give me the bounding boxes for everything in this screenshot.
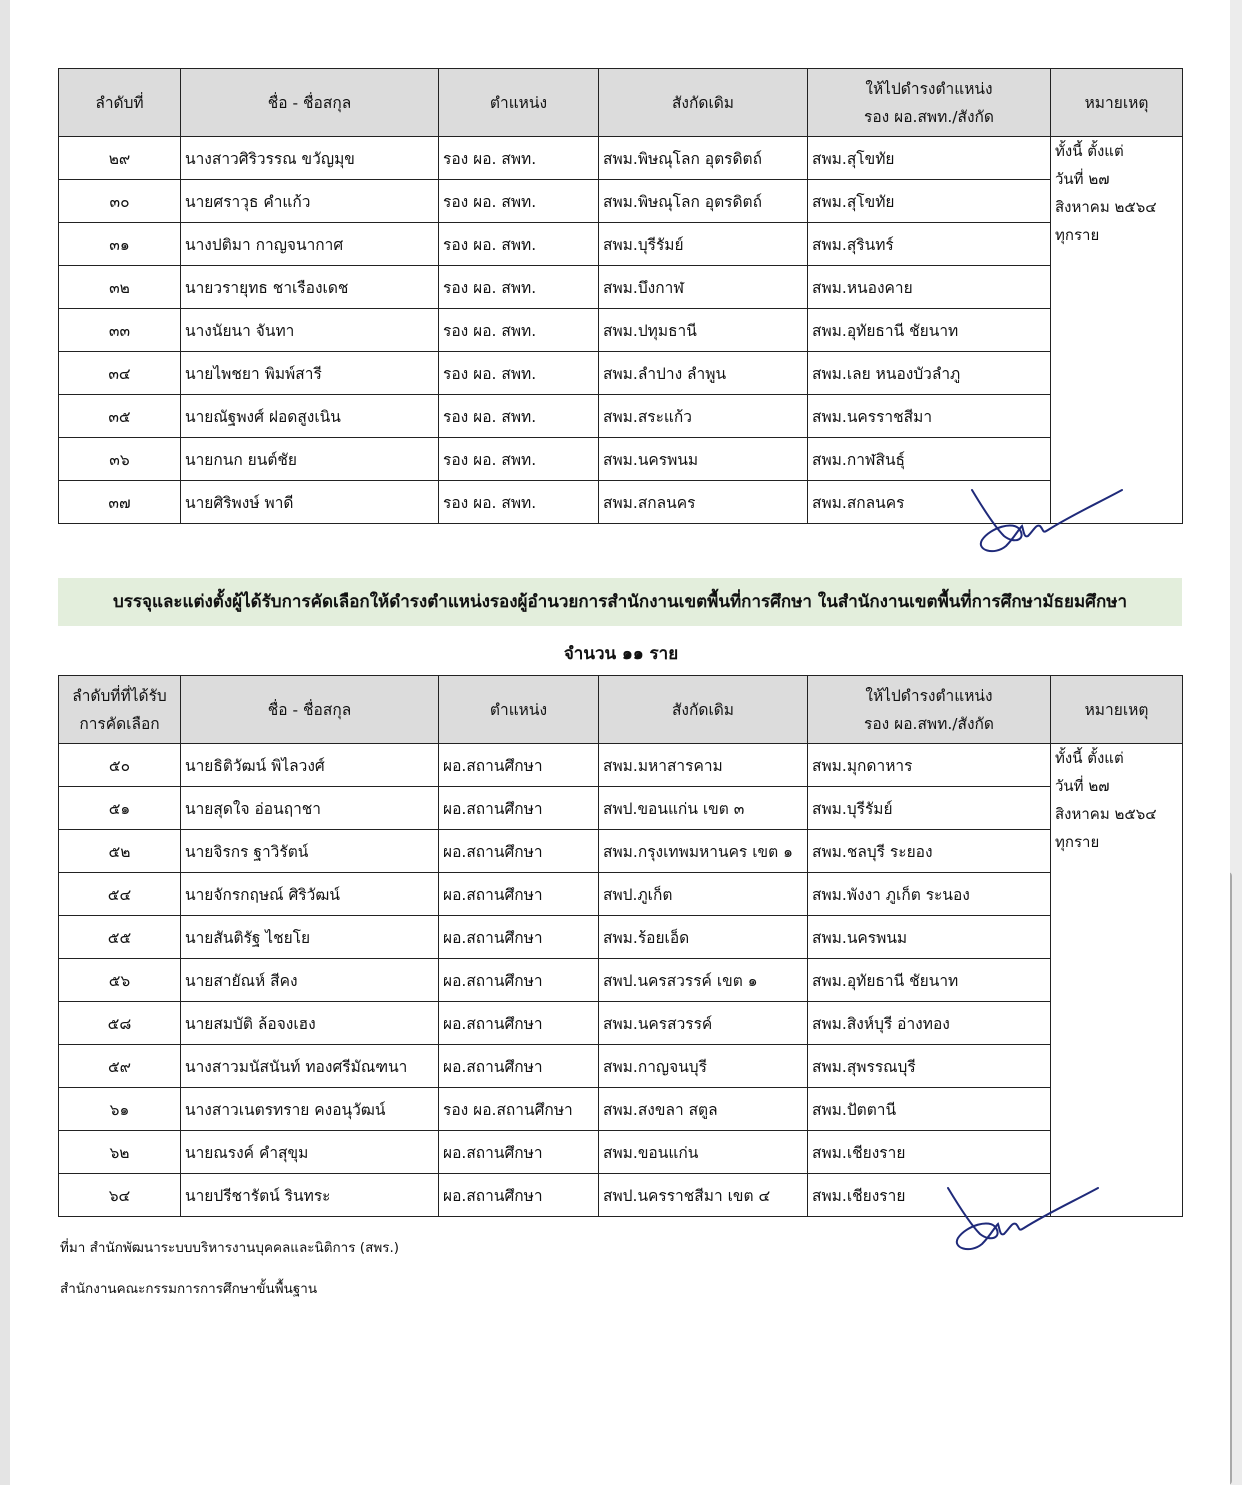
cell-origin: สพม.ปทุมธานี <box>599 309 808 352</box>
cell-no: ๓๔ <box>59 352 181 395</box>
note-line: ทุกราย <box>1055 833 1100 851</box>
signature-1 <box>960 484 1140 560</box>
cell-no: ๕๘ <box>59 1002 181 1045</box>
cell-target: สพม.สกลนคร <box>808 481 1051 524</box>
cell-name: นายณรงค์ คำสุขุม <box>181 1131 439 1174</box>
cell-origin: สพม.ขอนแก่น <box>599 1131 808 1174</box>
cell-origin: สพม.บึงกาฬ <box>599 266 808 309</box>
cell-position: รอง ผอ. สพท. <box>439 352 599 395</box>
cell-name: นางสาวศิริวรรณ ขวัญมุข <box>181 137 439 180</box>
table-row <box>59 352 1183 395</box>
table-row <box>59 1131 1183 1174</box>
cell-target: สพม.สิงห์บุรี อ่างทอง <box>808 1002 1051 1045</box>
header-no <box>59 676 181 744</box>
cell-target: สพม.พังงา ภูเก็ต ระนอง <box>808 873 1051 916</box>
footer-office: สำนักงานคณะกรรมการการศึกษาขั้นพื้นฐาน <box>60 1281 318 1297</box>
cell-no: ๓๑ <box>59 223 181 266</box>
cell-target: สพม.นครราชสีมา <box>808 395 1051 438</box>
cell-origin: สพป.นครราชสีมา เขต ๔ <box>599 1174 808 1217</box>
cell-no: ๕๐ <box>59 744 181 787</box>
cell-target: สพม.นครพนม <box>808 916 1051 959</box>
header-note: หมายเหตุ <box>1051 69 1183 137</box>
cell-target: สพม.ปัตตานี <box>808 1088 1051 1131</box>
note-line: วันที่ ๒๗ <box>1055 170 1110 188</box>
cell-target: สพม.อุทัยธานี ชัยนาท <box>808 959 1051 1002</box>
cell-origin: สพม.ร้อยเอ็ด <box>599 916 808 959</box>
cell-target: สพม.อุทัยธานี ชัยนาท <box>808 309 1051 352</box>
note-line: ทั้งนี้ ตั้งแต่ <box>1055 142 1124 160</box>
cell-target: สพม.กาฬสินธุ์ <box>808 438 1051 481</box>
cell-origin: สพม.พิษณุโลก อุตรดิตถ์ <box>599 180 808 223</box>
header-target <box>808 676 1051 744</box>
cell-name: นายปรีชารัตน์ รินทระ <box>181 1174 439 1217</box>
cell-position: ผอ.สถานศึกษา <box>439 1045 599 1088</box>
cell-no: ๖๔ <box>59 1174 181 1217</box>
cell-no: ๖๒ <box>59 1131 181 1174</box>
cell-no: ๕๑ <box>59 787 181 830</box>
cell-position: รอง ผอ. สพท. <box>439 438 599 481</box>
cell-target: สพม.สุพรรณบุรี <box>808 1045 1051 1088</box>
note-line: สิงหาคม ๒๕๖๔ <box>1055 805 1157 823</box>
cell-no: ๓๒ <box>59 266 181 309</box>
cell-origin: สพป.ขอนแก่น เขต ๓ <box>599 787 808 830</box>
note-line: ทั้งนี้ ตั้งแต่ <box>1055 749 1124 767</box>
section-banner: บรรจุและแต่งตั้งผู้ได้รับการคัดเลือกให้ดำรงตำแหน่งรองผู้อำนวยการสำนักงานเขตพื้นที่การศึกษา ในสำนักงานเขตพื้นที่การศึกษามัธยมศึกษา <box>58 578 1182 626</box>
table-row <box>59 438 1183 481</box>
table-row <box>59 873 1183 916</box>
table-row <box>59 395 1183 438</box>
cell-target: สพม.เชียงราย <box>808 1174 1051 1217</box>
cell-position: รอง ผอ. สพท. <box>439 223 599 266</box>
cell-no: ๓๐ <box>59 180 181 223</box>
note-line: สิงหาคม ๒๕๖๔ <box>1055 198 1157 216</box>
cell-target: สพม.มุกดาหาร <box>808 744 1051 787</box>
note-line: ทุกราย <box>1055 226 1100 244</box>
cell-no: ๓๓ <box>59 309 181 352</box>
cell-position: ผอ.สถานศึกษา <box>439 1002 599 1045</box>
cell-target: สพม.หนองคาย <box>808 266 1051 309</box>
header-no-line2: การคัดเลือก <box>79 714 160 733</box>
cell-no: ๕๙ <box>59 1045 181 1088</box>
table-row <box>59 223 1183 266</box>
cell-position: ผอ.สถานศึกษา <box>439 830 599 873</box>
cell-position: รอง ผอ. สพท. <box>439 395 599 438</box>
cell-position: รอง ผอ. สพท. <box>439 481 599 524</box>
cell-origin: สพม.สงขลา สตูล <box>599 1088 808 1131</box>
header-name: ชื่อ - ชื่อสกุล <box>181 69 439 137</box>
cell-position: รอง ผอ. สพท. <box>439 137 599 180</box>
cell-position: รอง ผอ. สพท. <box>439 266 599 309</box>
table-row <box>59 916 1183 959</box>
cell-position: ผอ.สถานศึกษา <box>439 744 599 787</box>
cell-position: ผอ.สถานศึกษา <box>439 787 599 830</box>
cell-note <box>1051 137 1183 524</box>
table-row <box>59 959 1183 1002</box>
cell-name: นายณัฐพงศ์ ฝอดสูงเนิน <box>181 395 439 438</box>
header-note: หมายเหตุ <box>1051 676 1183 744</box>
cell-position: ผอ.สถานศึกษา <box>439 916 599 959</box>
cell-name: นายจักรกฤษณ์ ศิริวัฒน์ <box>181 873 439 916</box>
cell-name: นายสุดใจ อ่อนฤาชา <box>181 787 439 830</box>
cell-name: นายสันติรัฐ ไชยโย <box>181 916 439 959</box>
cell-position: รอง ผอ. สพท. <box>439 309 599 352</box>
cell-no: ๕๕ <box>59 916 181 959</box>
table-row <box>59 266 1183 309</box>
cell-name: นางนัยนา จันทา <box>181 309 439 352</box>
cell-origin: สพม.กาญจนบุรี <box>599 1045 808 1088</box>
header-target <box>808 69 1051 137</box>
cell-name: นายสมบัติ ล้อจงเฮง <box>181 1002 439 1045</box>
cell-position: ผอ.สถานศึกษา <box>439 873 599 916</box>
appointment-table-1 <box>58 68 1183 524</box>
table-row <box>59 180 1183 223</box>
header-origin: สังกัดเดิม <box>599 69 808 137</box>
header-position: ตำแหน่ง <box>439 676 599 744</box>
cell-target: สพม.เชียงราย <box>808 1131 1051 1174</box>
section-count: จำนวน ๑๑ ราย <box>563 644 679 664</box>
cell-name: นางสาวเนตรทราย คงอนุวัฒน์ <box>181 1088 439 1131</box>
cell-name: นายศิริพงษ์ พาดี <box>181 481 439 524</box>
cell-no: ๕๒ <box>59 830 181 873</box>
cell-no: ๖๑ <box>59 1088 181 1131</box>
cell-origin: สพม.สกลนคร <box>599 481 808 524</box>
header-target-line2: รอง ผอ.สพท./สังกัด <box>864 107 994 126</box>
cell-note <box>1051 744 1183 1217</box>
cell-name: นางสาวมนัสนันท์ ทองศรีมัณฑนา <box>181 1045 439 1088</box>
table-row <box>59 137 1183 180</box>
cell-name: นายกนก ยนต์ชัย <box>181 438 439 481</box>
header-origin: สังกัดเดิม <box>599 676 808 744</box>
cell-no: ๕๔ <box>59 873 181 916</box>
cell-name: นายจิรกร ฐาวิรัตน์ <box>181 830 439 873</box>
cell-no: ๓๗ <box>59 481 181 524</box>
cell-no: ๓๖ <box>59 438 181 481</box>
table-row <box>59 830 1183 873</box>
cell-name: นางปติมา กาญจนากาศ <box>181 223 439 266</box>
cell-no: ๒๙ <box>59 137 181 180</box>
cell-no: ๕๖ <box>59 959 181 1002</box>
cell-position: ผอ.สถานศึกษา <box>439 959 599 1002</box>
table-row <box>59 787 1183 830</box>
table-row <box>59 1088 1183 1131</box>
cell-position: รอง ผอ.สถานศึกษา <box>439 1088 599 1131</box>
cell-target: สพม.ชลบุรี ระยอง <box>808 830 1051 873</box>
cell-target: สพม.สุโขทัย <box>808 180 1051 223</box>
note-line: วันที่ ๒๗ <box>1055 777 1110 795</box>
signature-2 <box>936 1182 1116 1258</box>
cell-origin: สพม.กรุงเทพมหานคร เขต ๑ <box>599 830 808 873</box>
cell-target: สพม.เลย หนองบัวลำภู <box>808 352 1051 395</box>
cell-name: นายธิติวัฒน์ พิไลวงศ์ <box>181 744 439 787</box>
footer-source: ที่มา สำนักพัฒนาระบบบริหารงานบุคคลและนิติการ (สพร.) <box>60 1240 400 1256</box>
header-no-line1: ลำดับที่ที่ได้รับ <box>72 686 167 705</box>
cell-no: ๓๕ <box>59 395 181 438</box>
cell-target: สพม.สุโขทัย <box>808 137 1051 180</box>
cell-origin: สพม.พิษณุโลก อุตรดิตถ์ <box>599 137 808 180</box>
table-row <box>59 309 1183 352</box>
header-target-line1: ให้ไปดำรงตำแหน่ง <box>865 686 993 705</box>
cell-origin: สพม.มหาสารคาม <box>599 744 808 787</box>
cell-position: รอง ผอ. สพท. <box>439 180 599 223</box>
table-row <box>59 744 1183 787</box>
table-row <box>59 1045 1183 1088</box>
cell-name: นายวรายุทธ ชาเรืองเดช <box>181 266 439 309</box>
cell-origin: สพม.สระแก้ว <box>599 395 808 438</box>
cell-target: สพม.บุรีรัมย์ <box>808 787 1051 830</box>
cell-position: ผอ.สถานศึกษา <box>439 1131 599 1174</box>
header-position: ตำแหน่ง <box>439 69 599 137</box>
cell-name: นายสายัณห์ สีคง <box>181 959 439 1002</box>
header-no: ลำดับที่ <box>59 69 181 137</box>
table-row <box>59 1002 1183 1045</box>
cell-origin: สพม.บุรีรัมย์ <box>599 223 808 266</box>
cell-origin: สพม.นครพนม <box>599 438 808 481</box>
header-name: ชื่อ - ชื่อสกุล <box>181 676 439 744</box>
cell-origin: สพป.ภูเก็ต <box>599 873 808 916</box>
cell-name: นายศราวุธ คำแก้ว <box>181 180 439 223</box>
cell-origin: สพม.ลำปาง ลำพูน <box>599 352 808 395</box>
cell-position: ผอ.สถานศึกษา <box>439 1174 599 1217</box>
header-target-line1: ให้ไปดำรงตำแหน่ง <box>865 79 993 98</box>
cell-name: นายไพชยา พิมพ์สารี <box>181 352 439 395</box>
cell-target: สพม.สุรินทร์ <box>808 223 1051 266</box>
cell-origin: สพป.นครสวรรค์ เขต ๑ <box>599 959 808 1002</box>
header-target-line2: รอง ผอ.สพท./สังกัด <box>864 714 994 733</box>
appointment-table-2 <box>58 675 1183 1217</box>
cell-origin: สพม.นครสวรรค์ <box>599 1002 808 1045</box>
